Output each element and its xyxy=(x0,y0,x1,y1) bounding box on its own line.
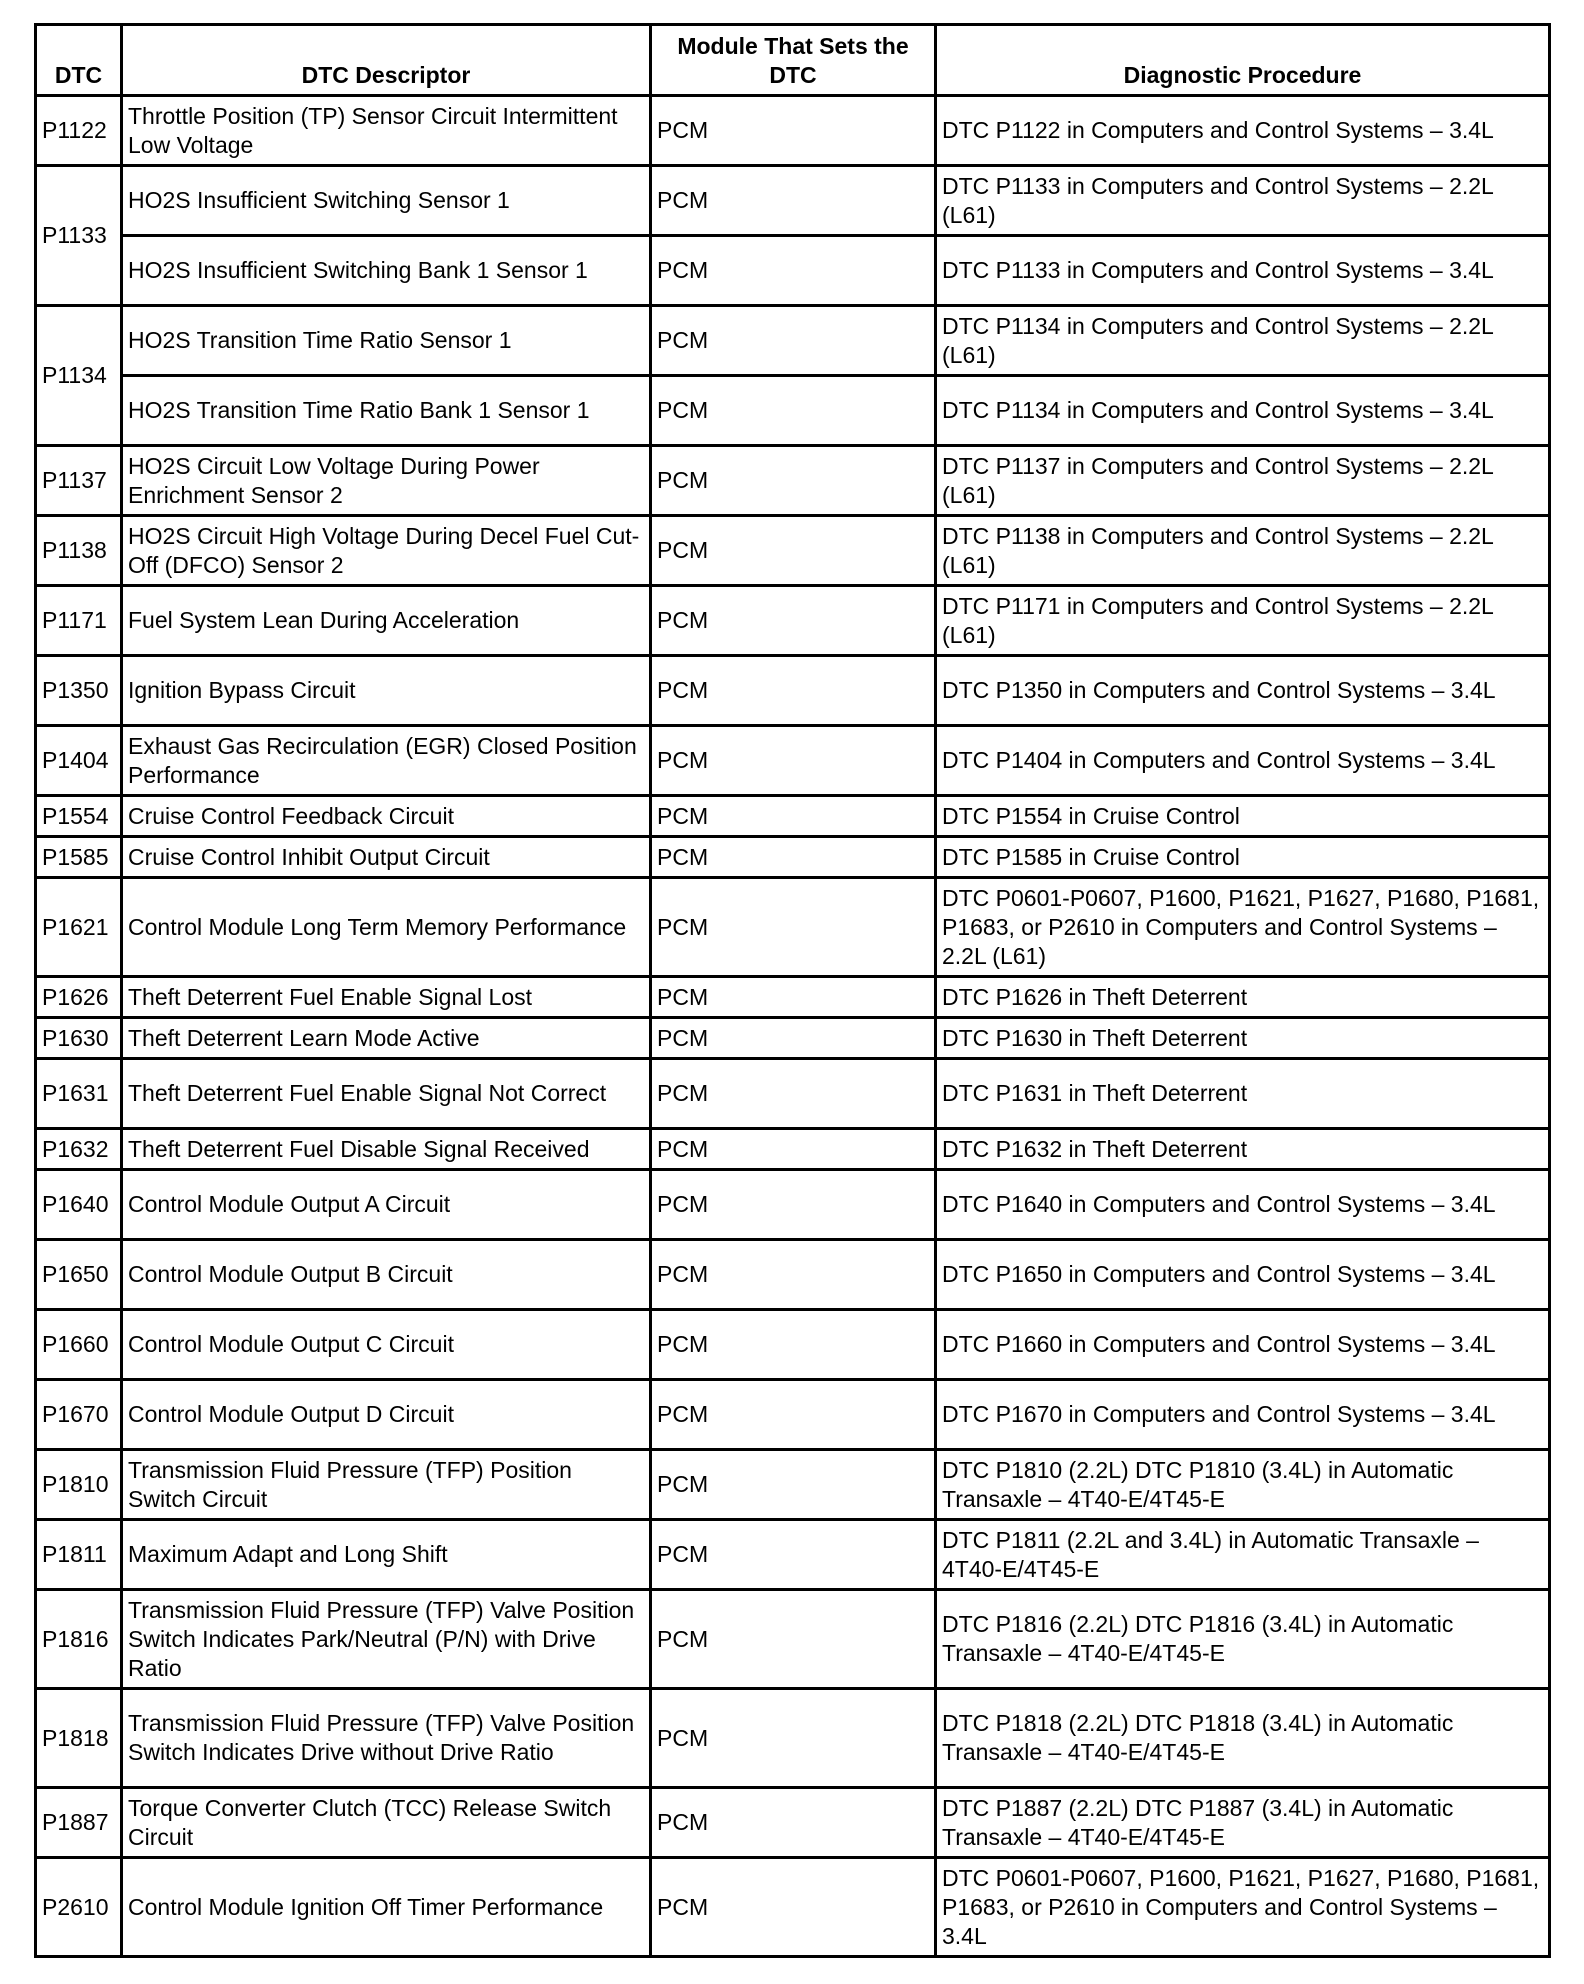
procedure-cell: DTC P1887 (2.2L) DTC P1887 (3.4L) in Automatic Transaxle – 4T40-E/4T45-E xyxy=(936,1788,1550,1858)
table-row xyxy=(36,837,1550,878)
dtc-code-cell: P1122 xyxy=(36,96,122,166)
module-cell: PCM xyxy=(651,1310,936,1380)
procedure-cell: DTC P1811 (2.2L and 3.4L) in Automatic Transaxle – 4T40-E/4T45-E xyxy=(936,1520,1550,1590)
table-row xyxy=(36,1520,1550,1590)
table-row xyxy=(36,1059,1550,1129)
descriptor-cell: Theft Deterrent Fuel Disable Signal Received xyxy=(122,1129,651,1170)
procedure-cell: DTC P1404 in Computers and Control Systems – 3.4L xyxy=(936,726,1550,796)
module-cell: PCM xyxy=(651,837,936,878)
table-row xyxy=(36,1129,1550,1170)
module-cell: PCM xyxy=(651,1129,936,1170)
dtc-code-cell: P1660 xyxy=(36,1310,122,1380)
procedure-cell: DTC P1137 in Computers and Control Systems – 2.2L (L61) xyxy=(936,446,1550,516)
table-header-row xyxy=(36,25,1550,96)
procedure-cell: DTC P1816 (2.2L) DTC P1816 (3.4L) in Automatic Transaxle – 4T40-E/4T45-E xyxy=(936,1590,1550,1689)
table-row xyxy=(36,656,1550,726)
table-row xyxy=(36,1858,1550,1957)
table-row xyxy=(36,1310,1550,1380)
module-cell: PCM xyxy=(651,1018,936,1059)
module-cell: PCM xyxy=(651,796,936,837)
table-row xyxy=(36,977,1550,1018)
procedure-cell: DTC P1632 in Theft Deterrent xyxy=(936,1129,1550,1170)
module-cell: PCM xyxy=(651,516,936,586)
descriptor-cell: HO2S Transition Time Ratio Bank 1 Sensor 1 xyxy=(122,376,651,446)
dtc-code-cell: P2610 xyxy=(36,1858,122,1957)
module-cell: PCM xyxy=(651,1520,936,1590)
module-cell: PCM xyxy=(651,236,936,306)
table-row xyxy=(36,1788,1550,1858)
descriptor-cell: Transmission Fluid Pressure (TFP) Valve Position Switch Indicates Park/Neutral (P/N) with Drive Ratio xyxy=(122,1590,651,1689)
procedure-cell: DTC P1585 in Cruise Control xyxy=(936,837,1550,878)
procedure-cell: DTC P1122 in Computers and Control Systems – 3.4L xyxy=(936,96,1550,166)
dtc-code-cell: P1810 xyxy=(36,1450,122,1520)
dtc-code-cell: P1171 xyxy=(36,586,122,656)
header-module: Module That Sets the DTC xyxy=(651,25,936,96)
dtc-code-cell: P1133 xyxy=(36,166,122,306)
dtc-code-cell: P1621 xyxy=(36,878,122,977)
procedure-cell: DTC P1134 in Computers and Control Systems – 3.4L xyxy=(936,376,1550,446)
descriptor-cell: Transmission Fluid Pressure (TFP) Valve Position Switch Indicates Drive without Drive Ratio xyxy=(122,1689,651,1788)
table-row xyxy=(36,96,1550,166)
procedure-cell: DTC P1554 in Cruise Control xyxy=(936,796,1550,837)
descriptor-cell: HO2S Circuit High Voltage During Decel Fuel Cut-Off (DFCO) Sensor 2 xyxy=(122,516,651,586)
module-cell: PCM xyxy=(651,1240,936,1310)
procedure-cell: DTC P0601-P0607, P1600, P1621, P1627, P1680, P1681, P1683, or P2610 in Computers and Control Systems – 2.2L (L61) xyxy=(936,878,1550,977)
table-row xyxy=(36,516,1550,586)
dtc-code-cell: P1626 xyxy=(36,977,122,1018)
dtc-code-cell: P1640 xyxy=(36,1170,122,1240)
dtc-table xyxy=(34,23,1551,1958)
module-cell: PCM xyxy=(651,726,936,796)
module-cell: PCM xyxy=(651,1788,936,1858)
descriptor-cell: Control Module Long Term Memory Performance xyxy=(122,878,651,977)
descriptor-cell: Exhaust Gas Recirculation (EGR) Closed Position Performance xyxy=(122,726,651,796)
module-cell: PCM xyxy=(651,1689,936,1788)
module-cell: PCM xyxy=(651,977,936,1018)
module-cell: PCM xyxy=(651,96,936,166)
descriptor-cell: Cruise Control Feedback Circuit xyxy=(122,796,651,837)
dtc-code-cell: P1138 xyxy=(36,516,122,586)
dtc-code-cell: P1585 xyxy=(36,837,122,878)
table-row xyxy=(36,1590,1550,1689)
dtc-code-cell: P1811 xyxy=(36,1520,122,1590)
procedure-cell: DTC P1138 in Computers and Control Systems – 2.2L (L61) xyxy=(936,516,1550,586)
descriptor-cell: Torque Converter Clutch (TCC) Release Switch Circuit xyxy=(122,1788,651,1858)
descriptor-cell: HO2S Insufficient Switching Sensor 1 xyxy=(122,166,651,236)
table-row xyxy=(36,236,1550,306)
header-dtc: DTC xyxy=(36,25,122,96)
module-cell: PCM xyxy=(651,656,936,726)
dtc-code-cell: P1350 xyxy=(36,656,122,726)
descriptor-cell: Control Module Output A Circuit xyxy=(122,1170,651,1240)
procedure-cell: DTC P0601-P0607, P1600, P1621, P1627, P1680, P1681, P1683, or P2610 in Computers and Control Systems – 3.4L xyxy=(936,1858,1550,1957)
procedure-cell: DTC P1350 in Computers and Control Systems – 3.4L xyxy=(936,656,1550,726)
module-cell: PCM xyxy=(651,878,936,977)
dtc-code-cell: P1816 xyxy=(36,1590,122,1689)
dtc-code-cell: P1887 xyxy=(36,1788,122,1858)
module-cell: PCM xyxy=(651,166,936,236)
dtc-code-cell: P1554 xyxy=(36,796,122,837)
procedure-cell: DTC P1810 (2.2L) DTC P1810 (3.4L) in Automatic Transaxle – 4T40-E/4T45-E xyxy=(936,1450,1550,1520)
module-cell: PCM xyxy=(651,1590,936,1689)
dtc-code-cell: P1632 xyxy=(36,1129,122,1170)
table-row xyxy=(36,586,1550,656)
module-cell: PCM xyxy=(651,446,936,516)
dtc-code-cell: P1631 xyxy=(36,1059,122,1129)
header-descriptor: DTC Descriptor xyxy=(122,25,651,96)
table-row xyxy=(36,1689,1550,1788)
procedure-cell: DTC P1660 in Computers and Control Systems – 3.4L xyxy=(936,1310,1550,1380)
descriptor-cell: Control Module Output B Circuit xyxy=(122,1240,651,1310)
descriptor-cell: Control Module Output C Circuit xyxy=(122,1310,651,1380)
dtc-code-cell: P1137 xyxy=(36,446,122,516)
descriptor-cell: HO2S Insufficient Switching Bank 1 Sensor 1 xyxy=(122,236,651,306)
descriptor-cell: Control Module Output D Circuit xyxy=(122,1380,651,1450)
dtc-code-cell: P1404 xyxy=(36,726,122,796)
procedure-cell: DTC P1650 in Computers and Control Systems – 3.4L xyxy=(936,1240,1550,1310)
procedure-cell: DTC P1133 in Computers and Control Systems – 3.4L xyxy=(936,236,1550,306)
table-row xyxy=(36,1380,1550,1450)
table-row xyxy=(36,306,1550,376)
table-row xyxy=(36,1450,1550,1520)
module-cell: PCM xyxy=(651,306,936,376)
procedure-cell: DTC P1670 in Computers and Control Systems – 3.4L xyxy=(936,1380,1550,1450)
dtc-code-cell: P1630 xyxy=(36,1018,122,1059)
procedure-cell: DTC P1640 in Computers and Control Systems – 3.4L xyxy=(936,1170,1550,1240)
descriptor-cell: Throttle Position (TP) Sensor Circuit Intermittent Low Voltage xyxy=(122,96,651,166)
table-row xyxy=(36,1018,1550,1059)
dtc-code-cell: P1818 xyxy=(36,1689,122,1788)
descriptor-cell: Cruise Control Inhibit Output Circuit xyxy=(122,837,651,878)
module-cell: PCM xyxy=(651,586,936,656)
table-row xyxy=(36,376,1550,446)
module-cell: PCM xyxy=(651,1858,936,1957)
module-cell: PCM xyxy=(651,1059,936,1129)
descriptor-cell: Maximum Adapt and Long Shift xyxy=(122,1520,651,1590)
procedure-cell: DTC P1134 in Computers and Control Systems – 2.2L (L61) xyxy=(936,306,1550,376)
table-row xyxy=(36,1170,1550,1240)
dtc-table-body xyxy=(36,96,1550,1957)
table-row xyxy=(36,166,1550,236)
procedure-cell: DTC P1626 in Theft Deterrent xyxy=(936,977,1550,1018)
descriptor-cell: Fuel System Lean During Acceleration xyxy=(122,586,651,656)
table-row xyxy=(36,878,1550,977)
dtc-code-cell: P1650 xyxy=(36,1240,122,1310)
descriptor-cell: Control Module Ignition Off Timer Performance xyxy=(122,1858,651,1957)
descriptor-cell: Theft Deterrent Fuel Enable Signal Not Correct xyxy=(122,1059,651,1129)
table-row xyxy=(36,796,1550,837)
dtc-code-cell: P1670 xyxy=(36,1380,122,1450)
module-cell: PCM xyxy=(651,1170,936,1240)
procedure-cell: DTC P1630 in Theft Deterrent xyxy=(936,1018,1550,1059)
dtc-code-cell: P1134 xyxy=(36,306,122,446)
procedure-cell: DTC P1133 in Computers and Control Systems – 2.2L (L61) xyxy=(936,166,1550,236)
procedure-cell: DTC P1631 in Theft Deterrent xyxy=(936,1059,1550,1129)
module-cell: PCM xyxy=(651,376,936,446)
descriptor-cell: HO2S Circuit Low Voltage During Power Enrichment Sensor 2 xyxy=(122,446,651,516)
procedure-cell: DTC P1171 in Computers and Control Systems – 2.2L (L61) xyxy=(936,586,1550,656)
descriptor-cell: Ignition Bypass Circuit xyxy=(122,656,651,726)
table-row xyxy=(36,726,1550,796)
descriptor-cell: HO2S Transition Time Ratio Sensor 1 xyxy=(122,306,651,376)
header-procedure: Diagnostic Procedure xyxy=(936,25,1550,96)
module-cell: PCM xyxy=(651,1380,936,1450)
module-cell: PCM xyxy=(651,1450,936,1520)
table-row xyxy=(36,1240,1550,1310)
descriptor-cell: Transmission Fluid Pressure (TFP) Position Switch Circuit xyxy=(122,1450,651,1520)
table-row xyxy=(36,446,1550,516)
procedure-cell: DTC P1818 (2.2L) DTC P1818 (3.4L) in Automatic Transaxle – 4T40-E/4T45-E xyxy=(936,1689,1550,1788)
descriptor-cell: Theft Deterrent Learn Mode Active xyxy=(122,1018,651,1059)
descriptor-cell: Theft Deterrent Fuel Enable Signal Lost xyxy=(122,977,651,1018)
